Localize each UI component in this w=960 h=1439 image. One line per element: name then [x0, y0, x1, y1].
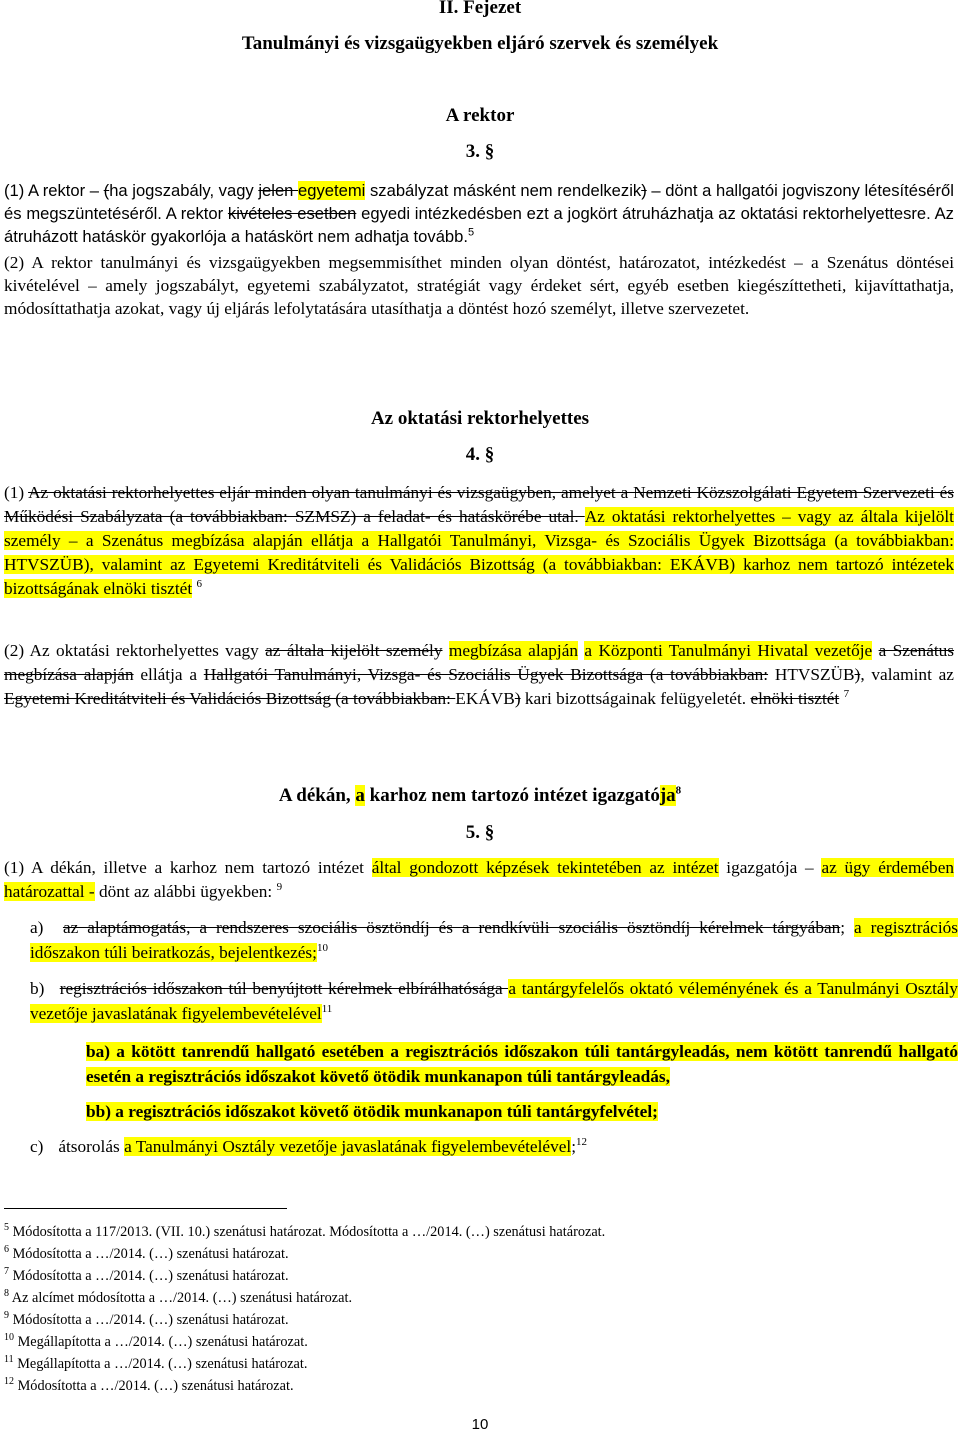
struck-text: Az oktatási rektorhelyettes eljár minden olyan tanulmányi és vizsgaügyben, amelyet a Nemzeti Közszolgálati Egyetem Szervezeti és Működési Szabályzata (a továbbiakban: SZMSZ) a feladat- és hatáskörébe utal. — [4, 483, 954, 526]
footnote-ref-6: 6 — [196, 578, 202, 591]
struck-jelen: jelen — [258, 181, 299, 200]
list-item-a: a) az alaptámogatás, a rendszeres szociális ösztöndíj és a rendkívüli szociális ösztöndíj kérelmek tárgyában; a regisztrációs időszakon túli beiratkozás, bejelentkezés;$^{10}$ — [30, 918, 958, 962]
footnote-ref-11: 11 — [321, 1003, 333, 1016]
list-subitem-bb: bb) a regisztrációs időszakot követő ötödik munkanapon túli tantárgyfelvétel; — [86, 1102, 658, 1121]
section-4-number: 4. § — [465, 444, 495, 465]
footnote-11: $^{11}$ Megállapította a …/2014. (…) szenátusi határozat. — [4, 1354, 308, 1372]
section-3-paragraph-2: (2) A rektor tanulmányi és vizsgaügyekben megsemmisíthet minden olyan döntést, határozatot, intézkedést – a Szenátus döntései kivételével – amely jogszabályt, egyetemi szabályzatot, stratégiát vagy érdeket sért, egyéb esetben kiegészíttetheti, kijavíttathatja, módosíttathatja azokat, vagy új eljárás lefolytatására utasíthatja a döntést hozó személyt, illetve szervezetet. — [4, 253, 954, 318]
footnote-10: $^{10}$ Megállapította a …/2014. (…) szenátusi határozat. — [4, 1332, 308, 1350]
list-item-b: b) regisztrációs időszakon túl benyújtott kérelmek elbírálhatósága a tantárgyfelelős oktató véleményének és a Tanulmányi Osztály vezetője javaslatának figyelembevételével$^{11}$ — [30, 979, 958, 1023]
highlighted-text: Az oktatási rektorhelyettes – vagy az általa kijelölt személy – a Szenátus megbízása alapján ellátja a Hallgatói Tanulmányi, Vizsga- és Szociális Ügyek Bizottsága (a továbbiakban: HTVSZÜB), valamint az Egyetemi Kreditátviteli és Validációs Bizottság (a továbbiakban: EKÁVB) karhoz nem tartozó intézetek bizottságának elnöki tisztét — [4, 507, 954, 598]
section-4-paragraph-2: (2) Az oktatási rektorhelyettes vagy az általa kijelölt személy megbízása alapján a Központi Tanulmányi Hivatal vezetője a Szenátus megbízása alapján ellátja a Hallgatói Tanulmányi, Vizsga- és Szociális Ügyek Bizottsága (a továbbiakban: HTVSZÜB), valamint az Egyetemi Kreditátviteli és Validációs Bizottság (a továbbiakban: EKÁVB) kari bizottságainak felügyeletét. elnöki tisztét $^7$ — [4, 641, 955, 708]
section-4-paragraph-1: (1) Az oktatási rektorhelyettes eljár minden olyan tanulmányi és vizsgaügyben, amelyet a Nemzeti Közszolgálati Egyetem Szervezeti és Működési Szabályzata (a továbbiakban: SZMSZ) a feladat- és hatáskörébe utal. Az oktatási rektorhelyettes – vagy az általa kijelölt személy – a Szenátus megbízása alapján ellátja a Hallgatói Tanulmányi, Vizsga- és Szociális Ügyek Bizottsága (a továbbiakban: HTVSZÜB), valamint az Egyetemi Kreditátviteli és Validációs Bizottság (a továbbiakban: EKÁVB) karhoz nem tartozó intézetek bizottságának elnöki tisztét $^6$ — [4, 483, 954, 598]
footnote-ref-5: 5 — [468, 226, 475, 239]
highlight-egyetemi: egyetemi — [298, 181, 366, 200]
section-5-title: A dékán, a karhoz nem tartozó intézet igazgatója$^8$ — [278, 784, 682, 806]
page-number: 10 — [471, 1416, 489, 1433]
footnote-ref-10: 10 — [316, 942, 328, 955]
footnote-12: $^{12}$ Módosította a …/2014. (…) szenátusi határozat. — [4, 1376, 294, 1394]
footnote-5: $^5$ Módosította a 117/2013. (VII. 10.) szenátusi határozat. Módosította a …/2014. (…) szenátusi határozat. — [4, 1222, 606, 1240]
section-5-number: 5. § — [465, 822, 495, 843]
footnote-separator — [4, 1208, 287, 1209]
chapter-title: Tanulmányi és vizsgaügyekben eljáró szervek és személyek — [241, 33, 719, 54]
chapter-number: II. Fejezet — [438, 0, 522, 18]
footnote-9: $^9$ Módosította a …/2014. (…) szenátusi határozat. — [4, 1310, 289, 1328]
section-3-title: A rektor — [445, 105, 515, 126]
footnote-8: $^8$ Az alcímet módosította a …/2014. (…) szenátusi határozat. — [4, 1288, 353, 1306]
section-5-paragraph-1: (1) A dékán, illetve a karhoz nem tartozó intézet által gondozott képzések tekintetében az intézet igazgatója – az ügy érdemében határozattal - dönt az alábbi ügyekben: $^9$ — [4, 858, 955, 901]
list-item-c: c) átsorolás a Tanulmányi Osztály vezetője javaslatának figyelembevételével;$^{12}$ — [30, 1136, 587, 1156]
footnote-ref-9: 9 — [276, 881, 283, 894]
footnote-ref-12: 12 — [576, 1136, 587, 1149]
section-4-title: Az oktatási rektorhelyettes — [370, 408, 590, 429]
footnote-6: $^6$ Módosította a …/2014. (…) szenátusi határozat. — [4, 1244, 289, 1262]
section-3-paragraph-1: (1) A rektor – (ha jogszabály, vagy jelen egyetemi szabályzat másként nem rendelkezik) – dönt a hallgatói jogviszony létesítéséről és megszüntetéséről. A rektor kivételes esetben egyedi intézkedésben ezt a jogkört átruházhatja az oktatási rektorhelyettesre. Az átruházott hatáskör gyakorlója a hatáskört nem adhatja tovább.$^5$ — [4, 181, 954, 246]
section-3-number: 3. § — [465, 141, 495, 162]
struck-kiveteles: kivételes esetben — [227, 204, 357, 223]
footnote-7: $^7$ Módosította a …/2014. (…) szenátusi határozat. — [4, 1266, 289, 1284]
footnote-ref-7: 7 — [843, 688, 850, 701]
footnote-ref-8: 8 — [675, 784, 682, 797]
list-subitem-ba: ba) a kötött tanrendű hallgató esetében a regisztrációs időszakon túli tantárgyleadás, nem kötött tanrendű hallgató esetén a regisztrációs időszakot követő ötödik munkanapon túli tantárgyleadás, — [86, 1042, 958, 1086]
